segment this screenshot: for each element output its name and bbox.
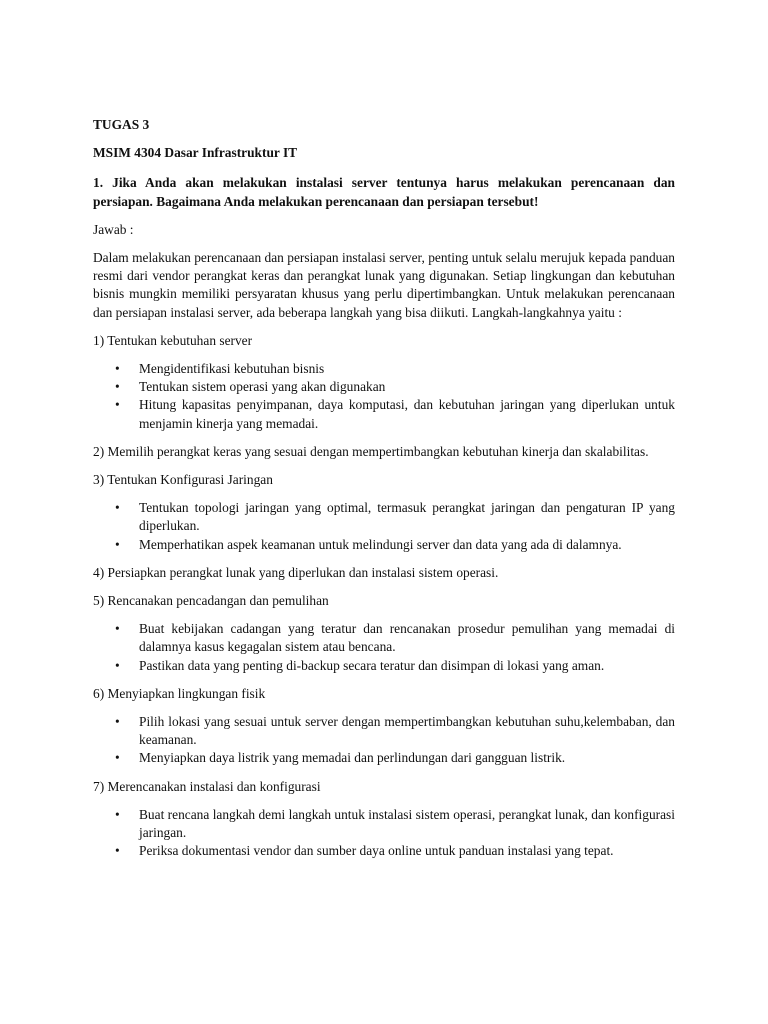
- bullet-list: [93, 713, 675, 768]
- bullet-item: [115, 536, 675, 554]
- bullet-text: Mengidentifikasi kebutuhan bisnis: [139, 361, 325, 377]
- bullet-dot-icon: •: [115, 621, 120, 637]
- bullet-item: [115, 842, 675, 860]
- bullet-dot-icon: •: [115, 379, 120, 395]
- bullet-item: [115, 749, 675, 767]
- bullet-item: [115, 620, 675, 656]
- bullet-text: Tentukan sistem operasi yang akan digunakan: [139, 379, 386, 395]
- intro-paragraph: Dalam melakukan perencanaan dan persiapan instalasi server, penting untuk selalu merujuk kepada panduan resmi dari vendor perangkat keras dan perangkat lunak yang digunakan. Setiap lingkungan dan kebutuhan bisnis mungkin memiliki persyaratan khusus yang perlu dipertimbangkan. Untuk melakukan perencanaan dan persiapan instalasi server, ada beberapa langkah yang bisa diikuti. Langkah-langkahnya yaitu :: [93, 250, 675, 320]
- bullet-text: Hitung kapasitas penyimpanan, daya komputasi, dan kebutuhan jaringan yang diperlukan untuk menjamin kinerja yang memadai.: [139, 397, 675, 431]
- bullet-dot-icon: •: [115, 714, 120, 730]
- step-heading: 4) Persiapkan perangkat lunak yang diperlukan dan instalasi sistem operasi.: [93, 564, 499, 580]
- step-heading: 7) Merencanakan instalasi dan konfigurasi: [93, 778, 321, 794]
- question-text: 1. Jika Anda akan melakukan instalasi server tentunya harus melakukan perencanaan dan persiapan. Bagaimana Anda melakukan perencanaan dan persiapan tersebut!: [93, 175, 675, 209]
- bullet-item: [115, 806, 675, 842]
- bullet-text: Buat kebijakan cadangan yang teratur dan rencanakan prosedur pemulihan yang memadai di dalamnya kasus kegagalan sistem atau bencana.: [139, 621, 675, 655]
- step-heading: 6) Menyiapkan lingkungan fisik: [93, 685, 266, 701]
- bullet-text: Buat rencana langkah demi langkah untuk instalasi sistem operasi, perangkat lunak, dan konfigurasi jaringan.: [139, 806, 675, 841]
- bullet-item: [115, 657, 675, 675]
- bullet-dot-icon: •: [115, 657, 120, 673]
- document-title: TUGAS 3: [93, 117, 150, 132]
- bullet-dot-icon: •: [115, 361, 120, 377]
- bullet-text: Tentukan topologi jaringan yang optimal, termasuk perangkat jaringan dan pengaturan IP yang diperlukan.: [139, 500, 675, 534]
- step-heading: 1) Tentukan kebutuhan server: [93, 332, 253, 348]
- bullet-item: [115, 396, 675, 432]
- bullet-list: [93, 806, 675, 861]
- bullet-list: [93, 499, 675, 554]
- bullet-dot-icon: •: [115, 500, 120, 516]
- bullet-item: [115, 499, 675, 535]
- bullet-text: Pilih lokasi yang sesuai untuk server dengan mempertimbangkan kebutuhan suhu,kelembaban, dan keamanan.: [139, 714, 675, 748]
- document-page: [93, 116, 675, 871]
- bullet-text: Periksa dokumentasi vendor dan sumber daya online untuk panduan instalasi yang tepat.: [139, 843, 614, 859]
- bullet-item: [115, 713, 675, 749]
- bullet-text: Memperhatikan aspek keamanan untuk melindungi server dan data yang ada di dalamnya.: [139, 536, 622, 552]
- answer-label: Jawab :: [93, 221, 134, 237]
- bullet-dot-icon: •: [115, 750, 120, 766]
- step-heading: 2) Memilih perangkat keras yang sesuai dengan mempertimbangkan kebutuhan kinerja dan skalabilitas.: [93, 443, 649, 459]
- course-title: MSIM 4304 Dasar Infrastruktur IT: [93, 145, 298, 161]
- step-heading: 3) Tentukan Konfigurasi Jaringan: [93, 472, 273, 488]
- step-heading: 5) Rencanakan pencadangan dan pemulihan: [93, 593, 329, 609]
- bullet-item: [115, 360, 675, 378]
- bullet-text: Menyiapkan daya listrik yang memadai dan perlindungan dari gangguan listrik.: [139, 750, 566, 766]
- bullet-item: [115, 378, 675, 396]
- bullet-dot-icon: •: [115, 536, 120, 552]
- bullet-list: [93, 360, 675, 433]
- bullet-dot-icon: •: [115, 806, 120, 822]
- steps-list: [93, 332, 675, 861]
- bullet-text: Pastikan data yang penting di-backup secara teratur dan disimpan di lokasi yang aman.: [139, 657, 605, 673]
- bullet-dot-icon: •: [115, 397, 120, 413]
- bullet-list: [93, 620, 675, 675]
- bullet-dot-icon: •: [115, 843, 120, 859]
